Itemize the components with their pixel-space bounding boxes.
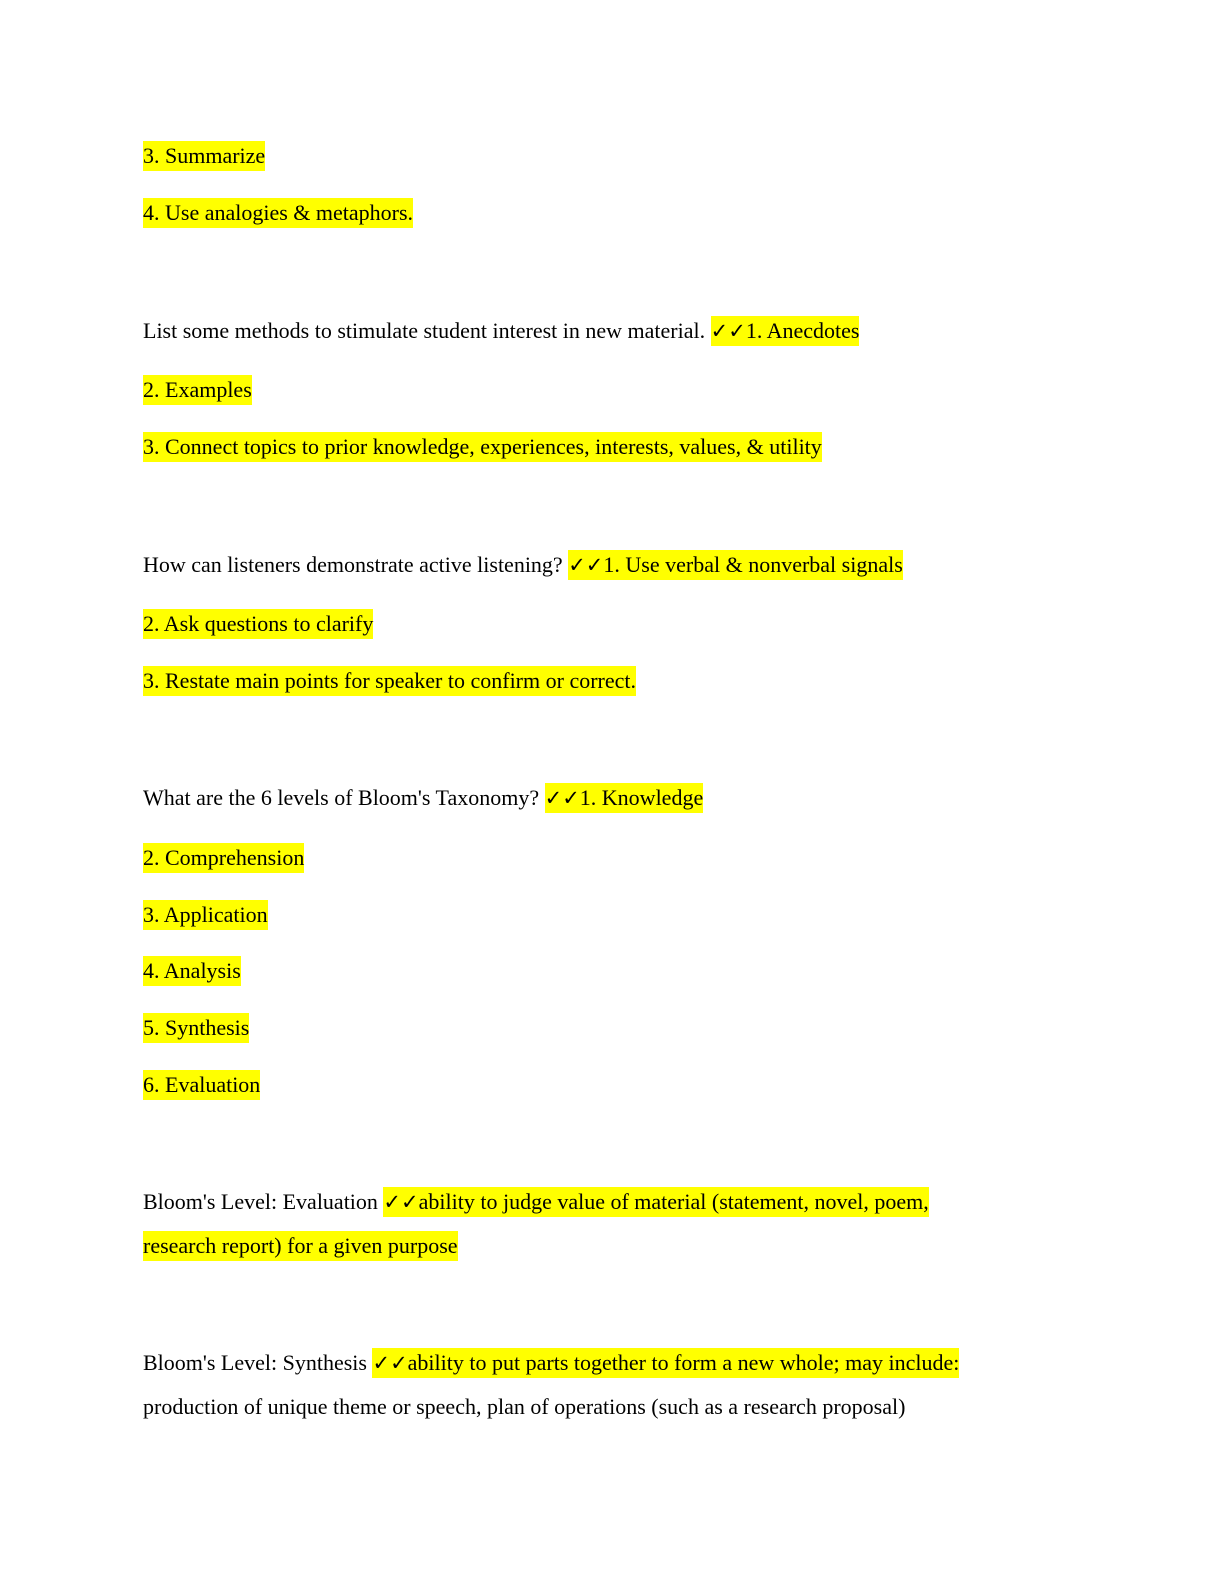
highlighted-answer: 2. Comprehension <box>143 843 304 873</box>
double-check-icon: ✓✓ <box>568 553 604 577</box>
list-item <box>143 609 373 639</box>
double-check-icon: ✓✓ <box>383 1190 419 1214</box>
highlighted-answer: ability to judge value of material (statement, novel, poem, <box>418 1189 929 1214</box>
double-check-icon: ✓✓ <box>544 786 580 810</box>
question-text: Bloom's Level: Evaluation <box>143 1189 378 1214</box>
question-text: Bloom's Level: Synthesis <box>143 1350 367 1375</box>
list-item <box>143 141 265 171</box>
double-check-icon: ✓✓ <box>372 1351 408 1375</box>
question-blooms-levels <box>143 783 703 813</box>
list-item <box>143 900 268 930</box>
question-text: How can listeners demonstrate active listening? <box>143 552 563 577</box>
list-item <box>143 1013 249 1043</box>
list-item <box>143 198 413 228</box>
answer-continuation <box>143 1231 458 1261</box>
highlighted-answer: 3. Connect topics to prior knowledge, experiences, interests, values, & utility <box>143 432 822 462</box>
question-synthesis <box>143 1348 959 1378</box>
question-text: What are the 6 levels of Bloom's Taxonomy? <box>143 785 540 810</box>
list-item <box>143 375 252 405</box>
list-item <box>143 956 241 986</box>
highlighted-answer: 1. Use verbal & nonverbal signals <box>603 552 903 577</box>
answer-text: production of unique theme or speech, plan of operations (such as a research proposal) <box>143 1394 906 1419</box>
list-item <box>143 843 304 873</box>
highlighted-answer: 2. Examples <box>143 375 252 405</box>
highlighted-answer: 4. Use analogies & metaphors. <box>143 198 413 228</box>
highlighted-answer: 1. Knowledge <box>579 785 704 810</box>
highlighted-answer: ability to put parts together to form a new whole; may include: <box>407 1350 960 1375</box>
question-stimulate-interest <box>143 316 859 346</box>
list-item <box>143 432 822 462</box>
highlighted-answer: 3. Summarize <box>143 141 265 171</box>
highlighted-answer: research report) for a given purpose <box>143 1231 458 1261</box>
question-text: List some methods to stimulate student interest in new material. <box>143 318 706 343</box>
list-item <box>143 1070 260 1100</box>
question-evaluation <box>143 1187 929 1217</box>
highlighted-answer: 3. Restate main points for speaker to confirm or correct. <box>143 666 636 696</box>
highlighted-answer: 3. Application <box>143 900 268 930</box>
highlighted-answer: 4. Analysis <box>143 956 241 986</box>
answer-continuation <box>143 1392 905 1422</box>
highlighted-answer: 2. Ask questions to clarify <box>143 609 373 639</box>
highlighted-answer: 1. Anecdotes <box>745 318 860 343</box>
highlighted-answer: 6. Evaluation <box>143 1070 260 1100</box>
highlighted-answer: 5. Synthesis <box>143 1013 249 1043</box>
list-item <box>143 666 636 696</box>
question-active-listening <box>143 550 903 580</box>
double-check-icon: ✓✓ <box>710 319 746 343</box>
